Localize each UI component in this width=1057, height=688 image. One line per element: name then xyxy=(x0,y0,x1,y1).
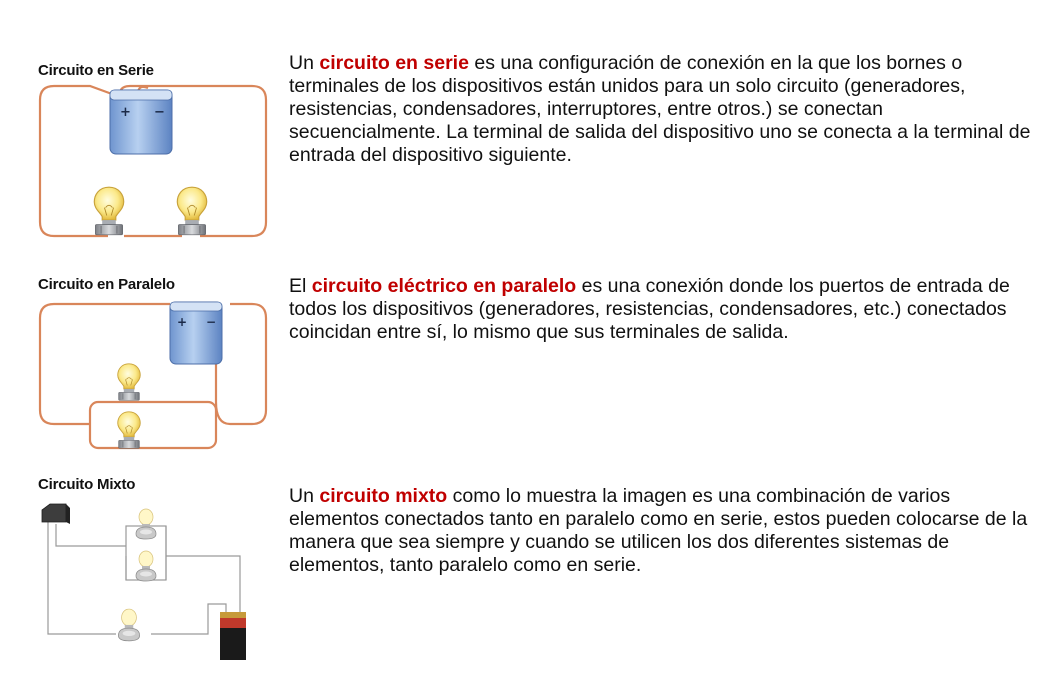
lightbulb-icon xyxy=(118,364,141,400)
lightbulb-icon xyxy=(136,509,156,539)
battery-icon xyxy=(170,302,222,364)
mixed-description: Un circuito mixto como lo muestra la imagen es una combinación de varios elementos conectados tanto en paralelo como en serie, estos pueden colocarse de la manera que sea siempre y cuando se utilicen los dos diferentes sistemas de elementos, tanto paralelo como en serie. xyxy=(289,485,1028,576)
parallel-highlight: circuito eléctrico en paralelo xyxy=(311,275,577,297)
parallel-circuit-diagram xyxy=(30,292,270,458)
series-highlight: circuito en serie xyxy=(319,52,469,74)
battery-icon xyxy=(220,612,246,660)
battery-plus-label: + xyxy=(120,105,131,120)
mixed-title: Circuito Mixto xyxy=(38,476,136,493)
battery-minus-label: − xyxy=(154,105,165,120)
series-description: Un circuito en serie es una configuración de conexión en la que los bornes o terminales de los dispositivos están unidos para un solo circuito (generadores, resistencias, condensadores, interruptores, entre otros.) se conectan secuencialmente. La terminal de salida del dispositivo uno se conecta a la terminal de entrada del dispositivo siguiente. xyxy=(289,52,1031,166)
battery-plus-label: + xyxy=(177,315,188,329)
parallel-wire xyxy=(40,304,266,448)
parallel-title: Circuito en Paralelo xyxy=(38,276,175,293)
lightbulb-icon xyxy=(136,551,156,581)
series-title: Circuito en Serie xyxy=(38,62,154,79)
lightbulb-icon xyxy=(177,187,206,235)
battery-minus-label: − xyxy=(206,315,217,329)
mixed-highlight: circuito mixto xyxy=(319,485,448,507)
series-circuit-diagram xyxy=(30,80,270,248)
lightbulb-icon xyxy=(94,187,123,235)
mixed-circuit-diagram xyxy=(36,496,256,664)
lightbulb-icon xyxy=(118,412,141,448)
battery-icon xyxy=(110,90,172,154)
switch-icon xyxy=(42,504,70,524)
lightbulb-icon xyxy=(118,609,139,641)
parallel-description: El circuito eléctrico en paralelo es una conexión donde los puertos de entrada de todos los dispositivos (generadores, resistencias, condensadores, etc.) conectados coincidan entre sí, lo mismo que sus terminales de salida. xyxy=(289,275,1010,343)
